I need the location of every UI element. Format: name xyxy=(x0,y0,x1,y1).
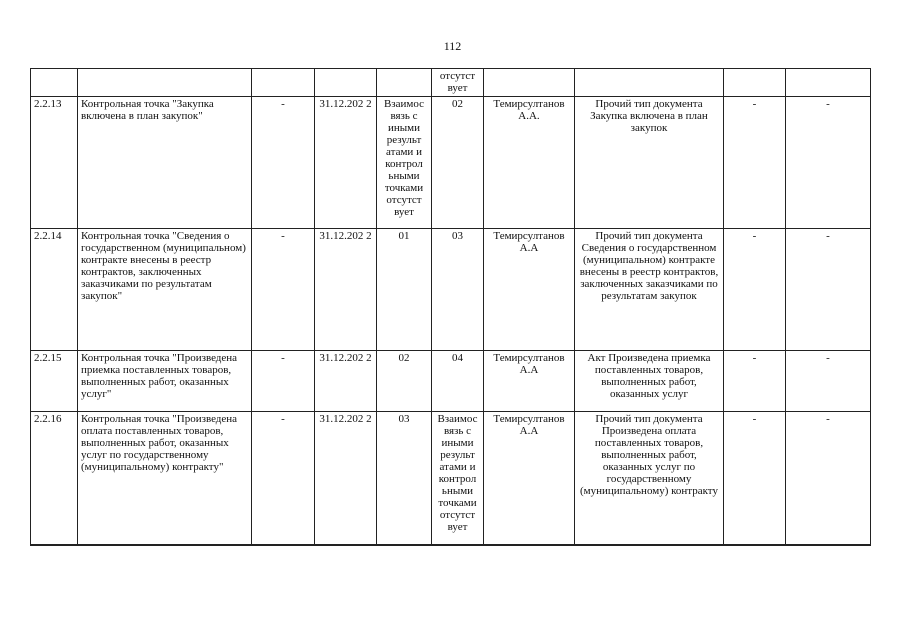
cell-number: 2.2.16 xyxy=(31,412,78,546)
cell-document: Акт Произведена приемка поставленных товаров, выполненных работ, оказанных услуг xyxy=(575,351,724,412)
cell-name: Контрольная точка "Закупка включена в план закупок" xyxy=(78,97,252,229)
cell-date: 31.12.202 2 xyxy=(315,412,377,546)
cell-name: Контрольная точка "Произведена приемка поставленных товаров, выполненных работ, оказанных услуг" xyxy=(78,351,252,412)
cell-column-3 xyxy=(252,69,315,97)
cell-number xyxy=(31,69,78,97)
cell-column-10: - xyxy=(786,351,871,412)
cell-column-6: 04 xyxy=(432,351,484,412)
cell-date: 31.12.202 2 xyxy=(315,229,377,351)
cell-column-9: - xyxy=(724,97,786,229)
cell-document xyxy=(575,69,724,97)
cell-column-3: - xyxy=(252,412,315,546)
cell-column-3: - xyxy=(252,351,315,412)
cell-number: 2.2.13 xyxy=(31,97,78,229)
table-row xyxy=(31,412,871,546)
cell-responsible: Темирсултанов А.А xyxy=(484,229,575,351)
cell-number: 2.2.14 xyxy=(31,229,78,351)
cell-column-5: Взаимос вязь с иными результ атами и контрол ьными точками отсутст вует xyxy=(377,97,432,229)
cell-number: 2.2.15 xyxy=(31,351,78,412)
cell-column-9: - xyxy=(724,351,786,412)
cell-column-6: 02 xyxy=(432,97,484,229)
cell-responsible: Темирсултанов А.А xyxy=(484,412,575,546)
table-row xyxy=(31,69,871,97)
cell-column-10 xyxy=(786,69,871,97)
table-row xyxy=(31,97,871,229)
page-number: 112 xyxy=(443,39,462,53)
cell-document: Прочий тип документа Произведена оплата поставленных товаров, выполненных работ, оказанных услуг по государственному (муниципальному) контракту xyxy=(575,412,724,546)
control-points-table xyxy=(30,68,871,546)
cell-column-10: - xyxy=(786,229,871,351)
cell-date: 31.12.202 2 xyxy=(315,351,377,412)
cell-column-5: 03 xyxy=(377,412,432,546)
cell-column-6: отсутст вует xyxy=(432,69,484,97)
cell-column-10: - xyxy=(786,97,871,229)
cell-column-5: 02 xyxy=(377,351,432,412)
cell-column-3: - xyxy=(252,97,315,229)
cell-column-6: Взаимос вязь с иными результ атами и контрол ьными точками отсутст вует xyxy=(432,412,484,546)
cell-responsible: Темирсултанов А.А xyxy=(484,351,575,412)
cell-date: 31.12.202 2 xyxy=(315,97,377,229)
cell-column-5: 01 xyxy=(377,229,432,351)
cell-responsible xyxy=(484,69,575,97)
cell-column-9 xyxy=(724,69,786,97)
cell-name: Контрольная точка "Произведена оплата поставленных товаров, выполненных работ, оказанных услуг по государственному (муниципальному) контракту" xyxy=(78,412,252,546)
cell-column-3: - xyxy=(252,229,315,351)
cell-column-5 xyxy=(377,69,432,97)
cell-document: Прочий тип документа Сведения о государственном (муниципальном) контракте внесены в реестр контрактов, заключенных заказчиками по результатам закупок xyxy=(575,229,724,351)
table-row xyxy=(31,351,871,412)
cell-column-6: 03 xyxy=(432,229,484,351)
cell-column-10: - xyxy=(786,412,871,546)
cell-column-9: - xyxy=(724,412,786,546)
cell-name: Контрольная точка "Сведения о государственном (муниципальном) контракте внесены в реестр контрактов, заключенных заказчиками по результатам закупок" xyxy=(78,229,252,351)
table-row xyxy=(31,229,871,351)
cell-responsible: Темирсултанов А.А. xyxy=(484,97,575,229)
cell-document: Прочий тип документа Закупка включена в план закупок xyxy=(575,97,724,229)
cell-date xyxy=(315,69,377,97)
cell-name xyxy=(78,69,252,97)
cell-column-9: - xyxy=(724,229,786,351)
